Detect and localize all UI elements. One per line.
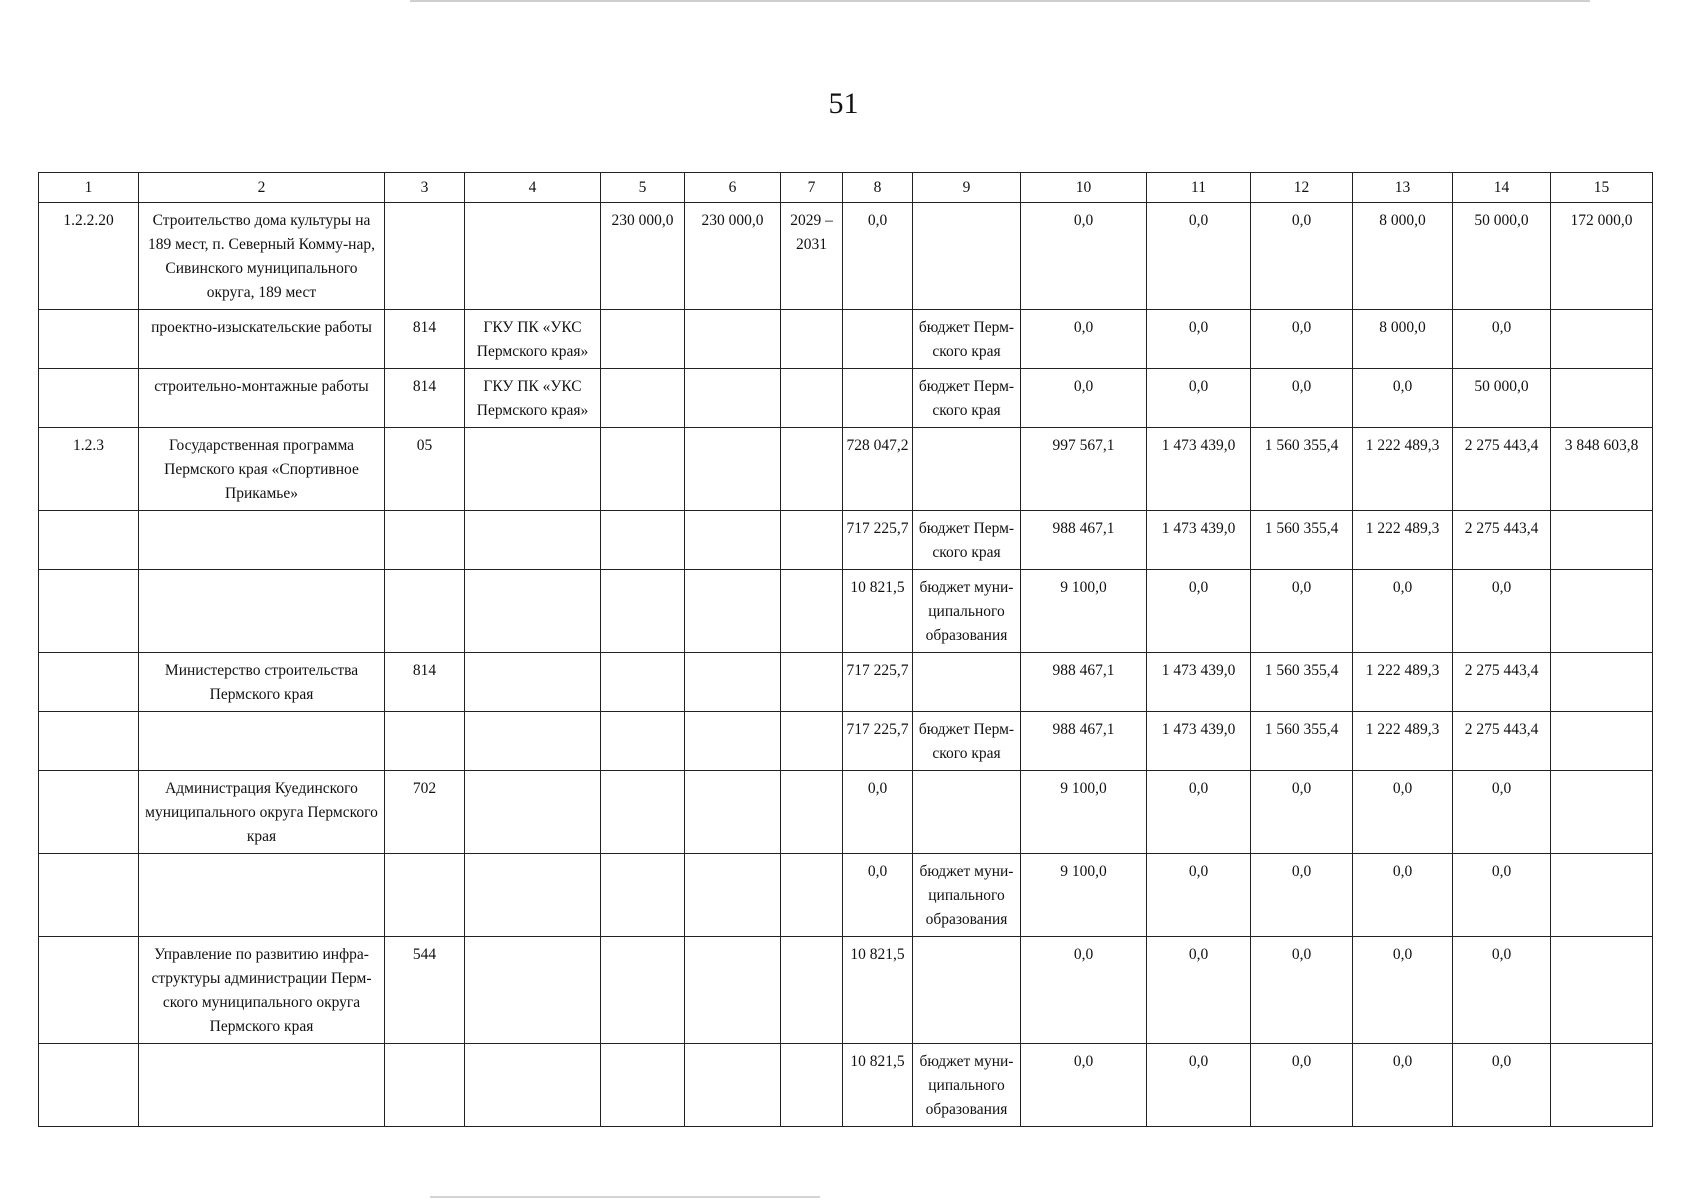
cell-item-number [39, 310, 139, 369]
header-cell: 4 [465, 173, 601, 203]
cell-amount-year-5: 1 222 489,3 [1353, 511, 1453, 570]
cell-estimated-cost [685, 511, 781, 570]
cell-estimated-cost: 230 000,0 [685, 203, 781, 310]
cell-amount-year-3: 1 473 439,0 [1147, 511, 1251, 570]
cell-amount-year-4: 0,0 [1251, 310, 1353, 369]
table-body [39, 173, 1653, 1127]
cell-code: 05 [385, 428, 465, 511]
cell-funding-source: бюджет Перм-ского края [913, 310, 1021, 369]
table-row [39, 653, 1653, 712]
cell-item-number [39, 369, 139, 428]
cell-executor [465, 771, 601, 854]
cell-amount-year-4: 0,0 [1251, 854, 1353, 937]
cell-total-cost [601, 712, 685, 771]
cell-amount-year-7 [1551, 937, 1653, 1044]
cell-executor [465, 428, 601, 511]
cell-funding-source [913, 428, 1021, 511]
cell-code [385, 570, 465, 653]
cell-amount-year-4: 0,0 [1251, 771, 1353, 854]
cell-estimated-cost [685, 712, 781, 771]
header-cell: 13 [1353, 173, 1453, 203]
cell-amount-year-3: 0,0 [1147, 310, 1251, 369]
cell-item-name [139, 511, 385, 570]
cell-amount-year-4: 0,0 [1251, 570, 1353, 653]
header-cell: 9 [913, 173, 1021, 203]
cell-amount-year-5: 0,0 [1353, 854, 1453, 937]
header-cell: 15 [1551, 173, 1653, 203]
cell-period [781, 310, 843, 369]
header-row [39, 173, 1653, 203]
cell-estimated-cost [685, 570, 781, 653]
budget-table [38, 172, 1653, 1127]
cell-amount-year-4: 0,0 [1251, 369, 1353, 428]
cell-amount-year-2: 9 100,0 [1021, 854, 1147, 937]
cell-amount-year-1: 0,0 [843, 771, 913, 854]
cell-amount-year-4: 1 560 355,4 [1251, 428, 1353, 511]
cell-amount-year-3: 0,0 [1147, 369, 1251, 428]
cell-amount-year-3: 0,0 [1147, 203, 1251, 310]
cell-total-cost [601, 1044, 685, 1127]
cell-total-cost: 230 000,0 [601, 203, 685, 310]
cell-amount-year-7 [1551, 712, 1653, 771]
cell-estimated-cost [685, 653, 781, 712]
cell-amount-year-6: 0,0 [1453, 854, 1551, 937]
table-row [39, 712, 1653, 771]
cell-period [781, 428, 843, 511]
cell-amount-year-6: 2 275 443,4 [1453, 653, 1551, 712]
cell-item-name: Министерство строительства Пермского края [139, 653, 385, 712]
cell-amount-year-3: 1 473 439,0 [1147, 428, 1251, 511]
cell-estimated-cost [685, 310, 781, 369]
table-row [39, 428, 1653, 511]
cell-code [385, 511, 465, 570]
table-row [39, 369, 1653, 428]
cell-code: 814 [385, 310, 465, 369]
cell-amount-year-1 [843, 369, 913, 428]
cell-code: 814 [385, 653, 465, 712]
header-cell: 14 [1453, 173, 1551, 203]
cell-funding-source: бюджет муни-ципального образования [913, 1044, 1021, 1127]
cell-amount-year-1: 10 821,5 [843, 937, 913, 1044]
cell-amount-year-5: 0,0 [1353, 570, 1453, 653]
cell-funding-source: бюджет муни-ципального образования [913, 854, 1021, 937]
cell-amount-year-5: 1 222 489,3 [1353, 653, 1453, 712]
cell-amount-year-7 [1551, 1044, 1653, 1127]
cell-amount-year-1: 717 225,7 [843, 511, 913, 570]
cell-period [781, 854, 843, 937]
cell-item-name [139, 712, 385, 771]
cell-amount-year-2: 0,0 [1021, 937, 1147, 1044]
cell-executor [465, 712, 601, 771]
cell-period [781, 369, 843, 428]
cell-period [781, 1044, 843, 1127]
cell-funding-source: бюджет Перм-ского края [913, 369, 1021, 428]
cell-amount-year-5: 1 222 489,3 [1353, 712, 1453, 771]
cell-code [385, 712, 465, 771]
cell-code [385, 1044, 465, 1127]
cell-amount-year-3: 0,0 [1147, 937, 1251, 1044]
cell-code: 814 [385, 369, 465, 428]
cell-period: 2029 – 2031 [781, 203, 843, 310]
cell-amount-year-6: 2 275 443,4 [1453, 428, 1551, 511]
cell-amount-year-1: 10 821,5 [843, 570, 913, 653]
cell-amount-year-3: 0,0 [1147, 771, 1251, 854]
cell-code [385, 203, 465, 310]
cell-estimated-cost [685, 771, 781, 854]
cell-code [385, 854, 465, 937]
cell-amount-year-6: 0,0 [1453, 1044, 1551, 1127]
cell-amount-year-5: 0,0 [1353, 771, 1453, 854]
cell-funding-source [913, 203, 1021, 310]
cell-total-cost [601, 570, 685, 653]
header-cell: 11 [1147, 173, 1251, 203]
header-cell: 2 [139, 173, 385, 203]
cell-code: 544 [385, 937, 465, 1044]
cell-item-name: Строительство дома культуры на 189 мест, п. Северный Комму-нар, Сивинского муниципального округа, 189 мест [139, 203, 385, 310]
cell-amount-year-4: 1 560 355,4 [1251, 653, 1353, 712]
cell-total-cost [601, 428, 685, 511]
cell-executor [465, 511, 601, 570]
cell-estimated-cost [685, 854, 781, 937]
cell-total-cost [601, 854, 685, 937]
table-row [39, 570, 1653, 653]
cell-total-cost [601, 653, 685, 712]
cell-amount-year-6: 0,0 [1453, 771, 1551, 854]
cell-amount-year-1: 717 225,7 [843, 712, 913, 771]
cell-item-name: Администрация Куединского муниципального округа Пермского края [139, 771, 385, 854]
cell-amount-year-6: 0,0 [1453, 937, 1551, 1044]
header-cell: 12 [1251, 173, 1353, 203]
cell-amount-year-2: 988 467,1 [1021, 653, 1147, 712]
cell-amount-year-1: 0,0 [843, 854, 913, 937]
header-cell: 5 [601, 173, 685, 203]
cell-amount-year-6: 50 000,0 [1453, 203, 1551, 310]
page-number: 51 [828, 87, 859, 120]
cell-amount-year-7 [1551, 511, 1653, 570]
cell-item-number [39, 1044, 139, 1127]
cell-amount-year-3: 1 473 439,0 [1147, 712, 1251, 771]
table-row [39, 511, 1653, 570]
cell-amount-year-4: 0,0 [1251, 1044, 1353, 1127]
cell-amount-year-4: 0,0 [1251, 937, 1353, 1044]
cell-item-name [139, 1044, 385, 1127]
cell-amount-year-5: 8 000,0 [1353, 310, 1453, 369]
cell-amount-year-4: 1 560 355,4 [1251, 712, 1353, 771]
cell-item-name: проектно-изыскательские работы [139, 310, 385, 369]
cell-amount-year-5: 0,0 [1353, 937, 1453, 1044]
cell-total-cost [601, 771, 685, 854]
header-cell: 10 [1021, 173, 1147, 203]
cell-estimated-cost [685, 937, 781, 1044]
cell-amount-year-5: 1 222 489,3 [1353, 428, 1453, 511]
cell-period [781, 570, 843, 653]
cell-amount-year-7: 172 000,0 [1551, 203, 1653, 310]
cell-amount-year-2: 0,0 [1021, 1044, 1147, 1127]
cell-amount-year-7: 3 848 603,8 [1551, 428, 1653, 511]
cell-executor [465, 1044, 601, 1127]
cell-amount-year-7 [1551, 771, 1653, 854]
cell-period [781, 653, 843, 712]
cell-item-name: Государственная программа Пермского края «Спортивное Прикамье» [139, 428, 385, 511]
cell-amount-year-2: 9 100,0 [1021, 570, 1147, 653]
cell-total-cost [601, 310, 685, 369]
cell-item-number [39, 854, 139, 937]
cell-funding-source [913, 937, 1021, 1044]
cell-amount-year-2: 9 100,0 [1021, 771, 1147, 854]
cell-period [781, 511, 843, 570]
cell-amount-year-6: 2 275 443,4 [1453, 712, 1551, 771]
cell-amount-year-2: 0,0 [1021, 203, 1147, 310]
cell-item-number [39, 653, 139, 712]
cell-amount-year-2: 0,0 [1021, 369, 1147, 428]
cell-funding-source: бюджет Перм-ского края [913, 712, 1021, 771]
cell-amount-year-1: 717 225,7 [843, 653, 913, 712]
cell-item-number [39, 771, 139, 854]
table-row [39, 1044, 1653, 1127]
cell-amount-year-5: 8 000,0 [1353, 203, 1453, 310]
cell-amount-year-7 [1551, 570, 1653, 653]
cell-amount-year-7 [1551, 310, 1653, 369]
cell-period [781, 712, 843, 771]
cell-funding-source [913, 653, 1021, 712]
header-cell: 3 [385, 173, 465, 203]
cell-amount-year-3: 0,0 [1147, 854, 1251, 937]
cell-item-name: Управление по развитию инфра-структуры администрации Перм-ского муниципального округа Пермского края [139, 937, 385, 1044]
cell-period [781, 937, 843, 1044]
cell-funding-source: бюджет муни-ципального образования [913, 570, 1021, 653]
cell-amount-year-6: 0,0 [1453, 570, 1551, 653]
cell-executor [465, 653, 601, 712]
cell-amount-year-7 [1551, 369, 1653, 428]
cell-estimated-cost [685, 1044, 781, 1127]
cell-amount-year-3: 0,0 [1147, 1044, 1251, 1127]
bottom-scan-line [430, 1196, 820, 1198]
cell-amount-year-6: 0,0 [1453, 310, 1551, 369]
cell-amount-year-6: 2 275 443,4 [1453, 511, 1551, 570]
cell-amount-year-7 [1551, 653, 1653, 712]
cell-item-name [139, 854, 385, 937]
cell-amount-year-1 [843, 310, 913, 369]
cell-amount-year-1: 0,0 [843, 203, 913, 310]
cell-amount-year-2: 988 467,1 [1021, 511, 1147, 570]
cell-funding-source: бюджет Перм-ского края [913, 511, 1021, 570]
cell-estimated-cost [685, 428, 781, 511]
cell-item-name: строительно-монтажные работы [139, 369, 385, 428]
cell-amount-year-5: 0,0 [1353, 1044, 1453, 1127]
cell-executor [465, 570, 601, 653]
cell-item-number [39, 511, 139, 570]
cell-amount-year-3: 1 473 439,0 [1147, 653, 1251, 712]
cell-item-number: 1.2.2.20 [39, 203, 139, 310]
cell-item-name [139, 570, 385, 653]
cell-executor [465, 854, 601, 937]
table-row [39, 771, 1653, 854]
cell-amount-year-1: 10 821,5 [843, 1044, 913, 1127]
cell-estimated-cost [685, 369, 781, 428]
cell-total-cost [601, 937, 685, 1044]
cell-total-cost [601, 511, 685, 570]
cell-item-number [39, 570, 139, 653]
cell-code: 702 [385, 771, 465, 854]
cell-item-number [39, 712, 139, 771]
cell-amount-year-3: 0,0 [1147, 570, 1251, 653]
cell-executor [465, 203, 601, 310]
table-row [39, 854, 1653, 937]
cell-amount-year-2: 988 467,1 [1021, 712, 1147, 771]
cell-amount-year-4: 0,0 [1251, 203, 1353, 310]
table-row [39, 203, 1653, 310]
cell-total-cost [601, 369, 685, 428]
cell-executor: ГКУ ПК «УКС Пермского края» [465, 369, 601, 428]
cell-funding-source [913, 771, 1021, 854]
header-cell: 1 [39, 173, 139, 203]
cell-amount-year-2: 997 567,1 [1021, 428, 1147, 511]
cell-amount-year-5: 0,0 [1353, 369, 1453, 428]
table-row [39, 310, 1653, 369]
cell-amount-year-6: 50 000,0 [1453, 369, 1551, 428]
cell-item-number: 1.2.3 [39, 428, 139, 511]
cell-executor [465, 937, 601, 1044]
cell-amount-year-1: 728 047,2 [843, 428, 913, 511]
header-cell: 7 [781, 173, 843, 203]
cell-amount-year-4: 1 560 355,4 [1251, 511, 1353, 570]
cell-executor: ГКУ ПК «УКС Пермского края» [465, 310, 601, 369]
cell-amount-year-7 [1551, 854, 1653, 937]
cell-period [781, 771, 843, 854]
table-row [39, 937, 1653, 1044]
cell-amount-year-2: 0,0 [1021, 310, 1147, 369]
header-cell: 8 [843, 173, 913, 203]
header-cell: 6 [685, 173, 781, 203]
top-scan-line [410, 0, 1590, 2]
cell-item-number [39, 937, 139, 1044]
